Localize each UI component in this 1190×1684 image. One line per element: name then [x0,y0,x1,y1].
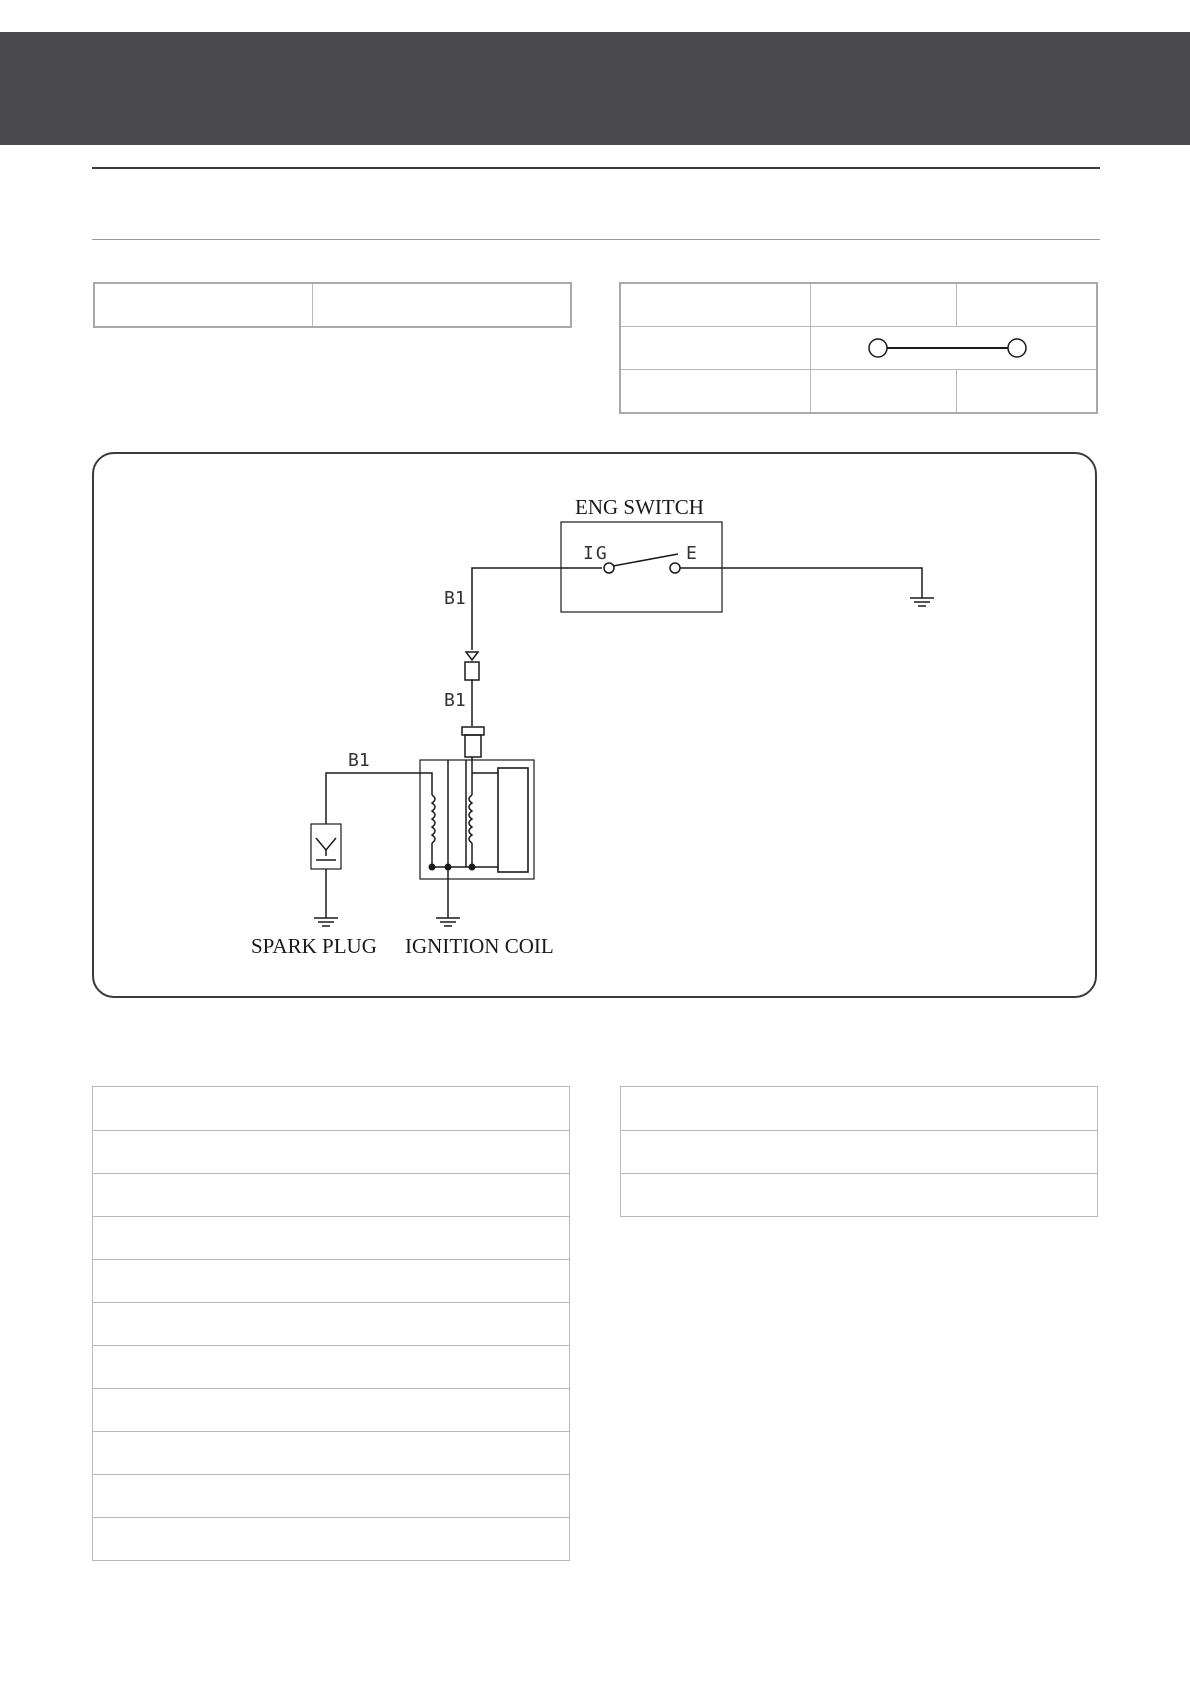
wire-b1-left-label: B1 [348,750,370,771]
table-cell [93,1303,570,1346]
procedure-table-left [92,1086,570,1561]
table-cell [621,1174,1098,1217]
table-cell [93,1087,570,1131]
table-row [621,1131,1098,1174]
table-cell [93,1217,570,1260]
wire-b1-left [326,773,432,824]
coil-module-block [498,768,528,872]
table-cell [93,1131,570,1174]
terminal-e-label: E [686,543,697,564]
table-row [93,1087,570,1131]
ignition-coil-box [420,760,534,879]
table-row [93,1518,570,1561]
coil-winding-icon [469,795,472,843]
switch-blade [613,554,678,566]
table-cell [93,1518,570,1561]
ground-icon [436,918,460,926]
table-row [93,1174,570,1217]
connector-icon [465,652,479,680]
table-row [93,1303,570,1346]
table-cell [93,1174,570,1217]
table-cell [93,1432,570,1475]
table-row [93,1131,570,1174]
coil-winding-icon [432,795,435,843]
table-row [93,1389,570,1432]
table-row [621,1174,1098,1217]
switch-contact-icon [670,563,680,573]
ground-icon [910,598,934,606]
wire-b1-top-label: B1 [444,588,466,609]
eng-switch-box [561,522,722,612]
wire-b1-mid-label: B1 [444,690,466,711]
procedure-table-right [620,1086,1098,1217]
table-row [93,1346,570,1389]
ignition-coil-label: IGNITION COIL [405,934,554,958]
table-cell [621,1131,1098,1174]
table-row [621,1087,1098,1131]
table-row [93,1217,570,1260]
switch-contact-icon [604,563,614,573]
spark-plug-icon [311,824,341,869]
table-cell [621,1087,1098,1131]
table-cell [93,1475,570,1518]
table-cell [93,1346,570,1389]
table-cell [93,1389,570,1432]
spark-plug-label: SPARK PLUG [251,934,377,958]
ground-icon [314,918,338,926]
table-row [93,1432,570,1475]
table-cell [93,1260,570,1303]
wire-b1-top [472,568,602,650]
eng-switch-label: ENG SWITCH [575,495,704,519]
terminal-ig-label: IG [583,543,609,564]
connector-icon [462,727,484,757]
wire-ground [680,568,922,598]
table-row [93,1260,570,1303]
table-row [93,1475,570,1518]
